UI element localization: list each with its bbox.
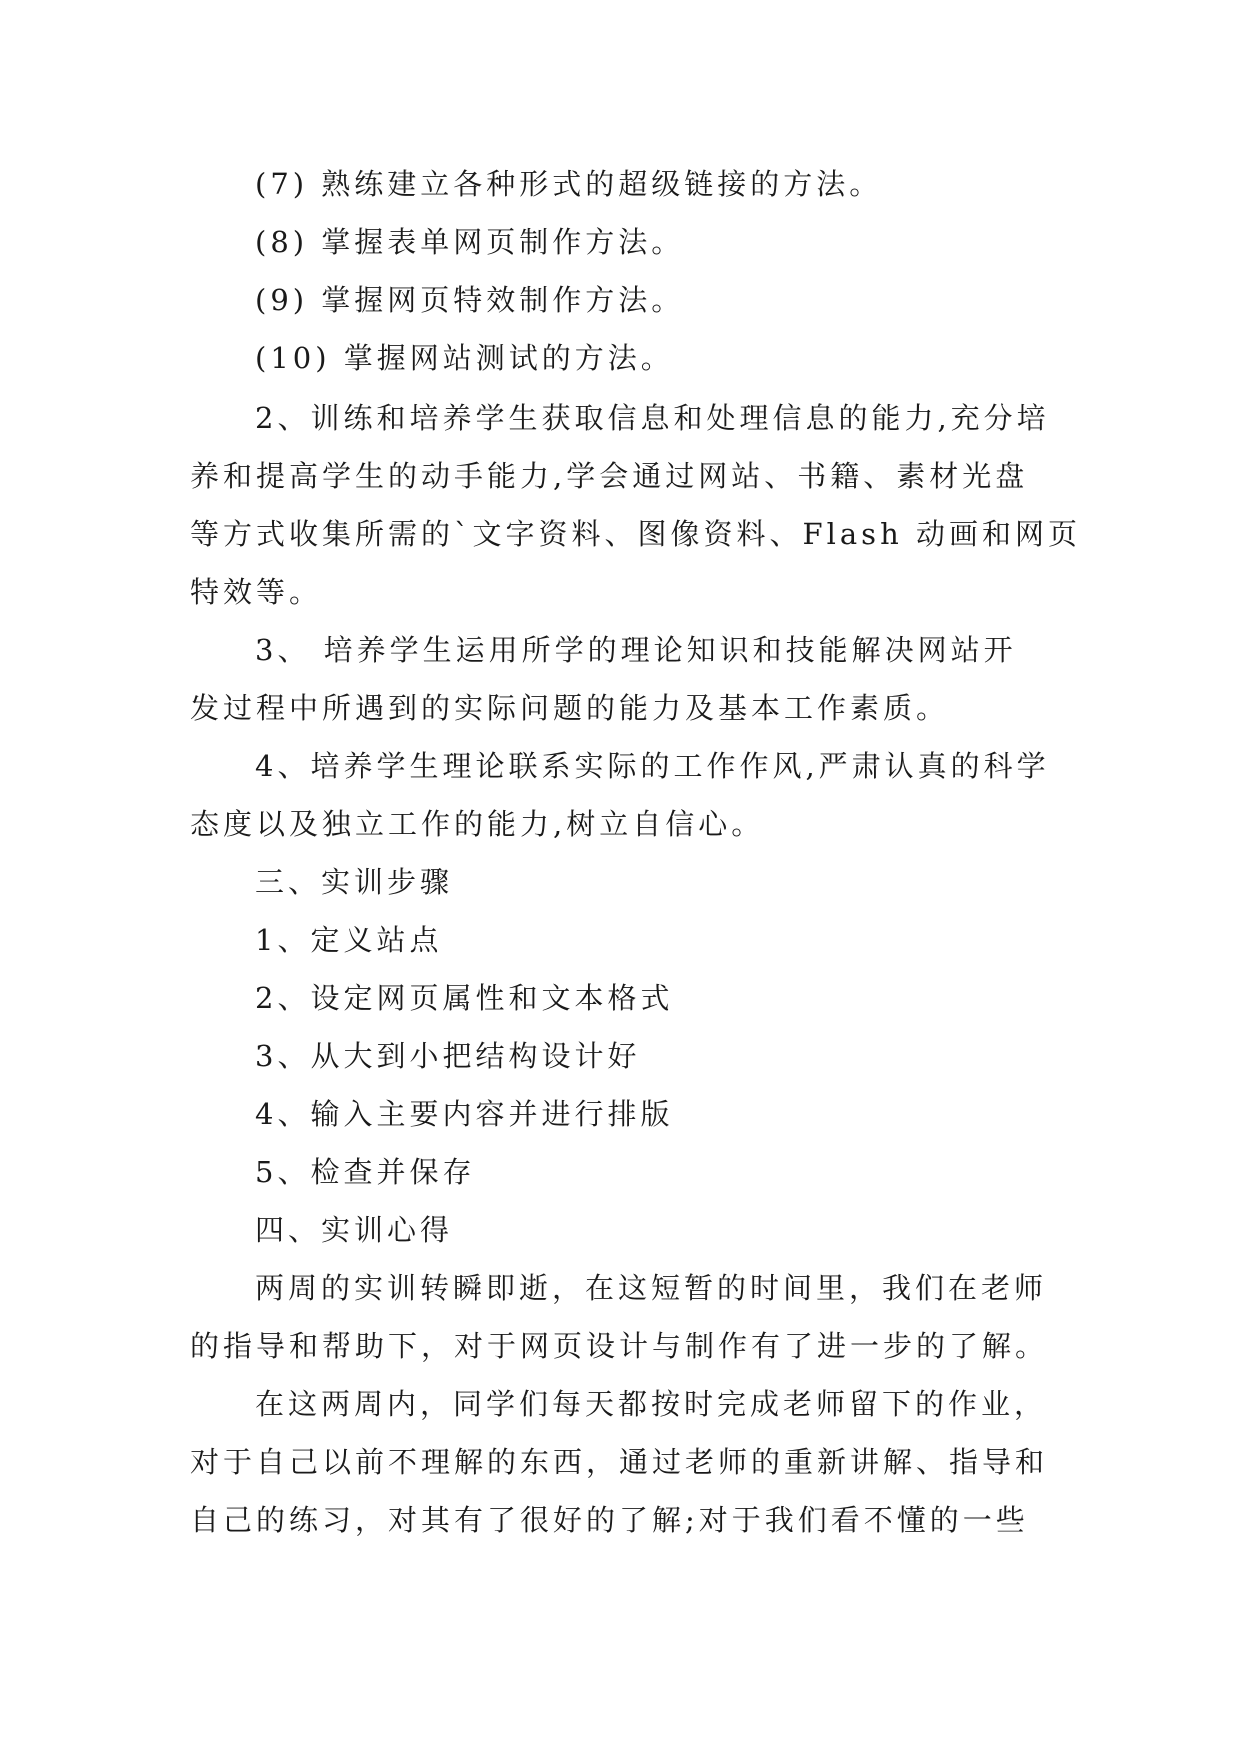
- list-item-7: (7) 熟练建立各种形式的超级链接的方法。: [255, 167, 883, 201]
- reflection-paragraph-2-line-1: 在这两周内，同学们每天都按时完成老师留下的作业，: [255, 1387, 1048, 1421]
- paragraph-4-line-1: 4、培养学生理论联系实际的工作作风,严肃认真的科学: [255, 749, 1050, 783]
- reflection-paragraph-2-line-2: 对于自己以前不理解的东西，通过老师的重新讲解、指导和: [190, 1445, 1049, 1479]
- paragraph-2-line-1: 2、训练和培养学生获取信息和处理信息的能力,充分培: [255, 401, 1050, 435]
- paragraph-2-line-3: 等方式收集所需的`文字资料、图像资料、Flash 动画和网页: [190, 517, 1081, 551]
- list-item-8: (8) 掌握表单网页制作方法。: [255, 225, 685, 259]
- paragraph-2-line-2: 养和提高学生的动手能力,学会通过网站、书籍、素材光盘: [190, 459, 1029, 493]
- step-2: 2、设定网页属性和文本格式: [255, 981, 674, 1015]
- reflection-paragraph-1-line-1: 两周的实训转瞬即逝，在这短暂的时间里，我们在老师: [255, 1271, 1048, 1305]
- reflection-paragraph-2-line-3: 自己的练习，对其有了很好的了解;对于我们看不懂的一些: [190, 1503, 1029, 1537]
- step-5: 5、检查并保存: [255, 1155, 476, 1189]
- paragraph-3-line-1: 3、 培养学生运用所学的理论知识和技能解决网站开: [255, 633, 1017, 667]
- paragraph-2-line-4: 特效等。: [190, 575, 323, 609]
- paragraph-3-line-2: 发过程中所遇到的实际问题的能力及基本工作素质。: [190, 691, 950, 725]
- section-heading-reflection: 四、实训心得: [255, 1213, 454, 1247]
- step-1: 1、定义站点: [255, 923, 443, 957]
- reflection-paragraph-1-line-2: 的指导和帮助下，对于网页设计与制作有了进一步的了解。: [190, 1329, 1049, 1363]
- paragraph-4-line-2: 态度以及独立工作的能力,树立自信心。: [190, 807, 765, 841]
- step-4: 4、输入主要内容并进行排版: [255, 1097, 674, 1131]
- list-item-9: (9) 掌握网页特效制作方法。: [255, 283, 685, 317]
- list-item-10: (10) 掌握网站测试的方法。: [255, 341, 674, 375]
- section-heading-steps: 三、实训步骤: [255, 865, 454, 899]
- step-3: 3、从大到小把结构设计好: [255, 1039, 641, 1073]
